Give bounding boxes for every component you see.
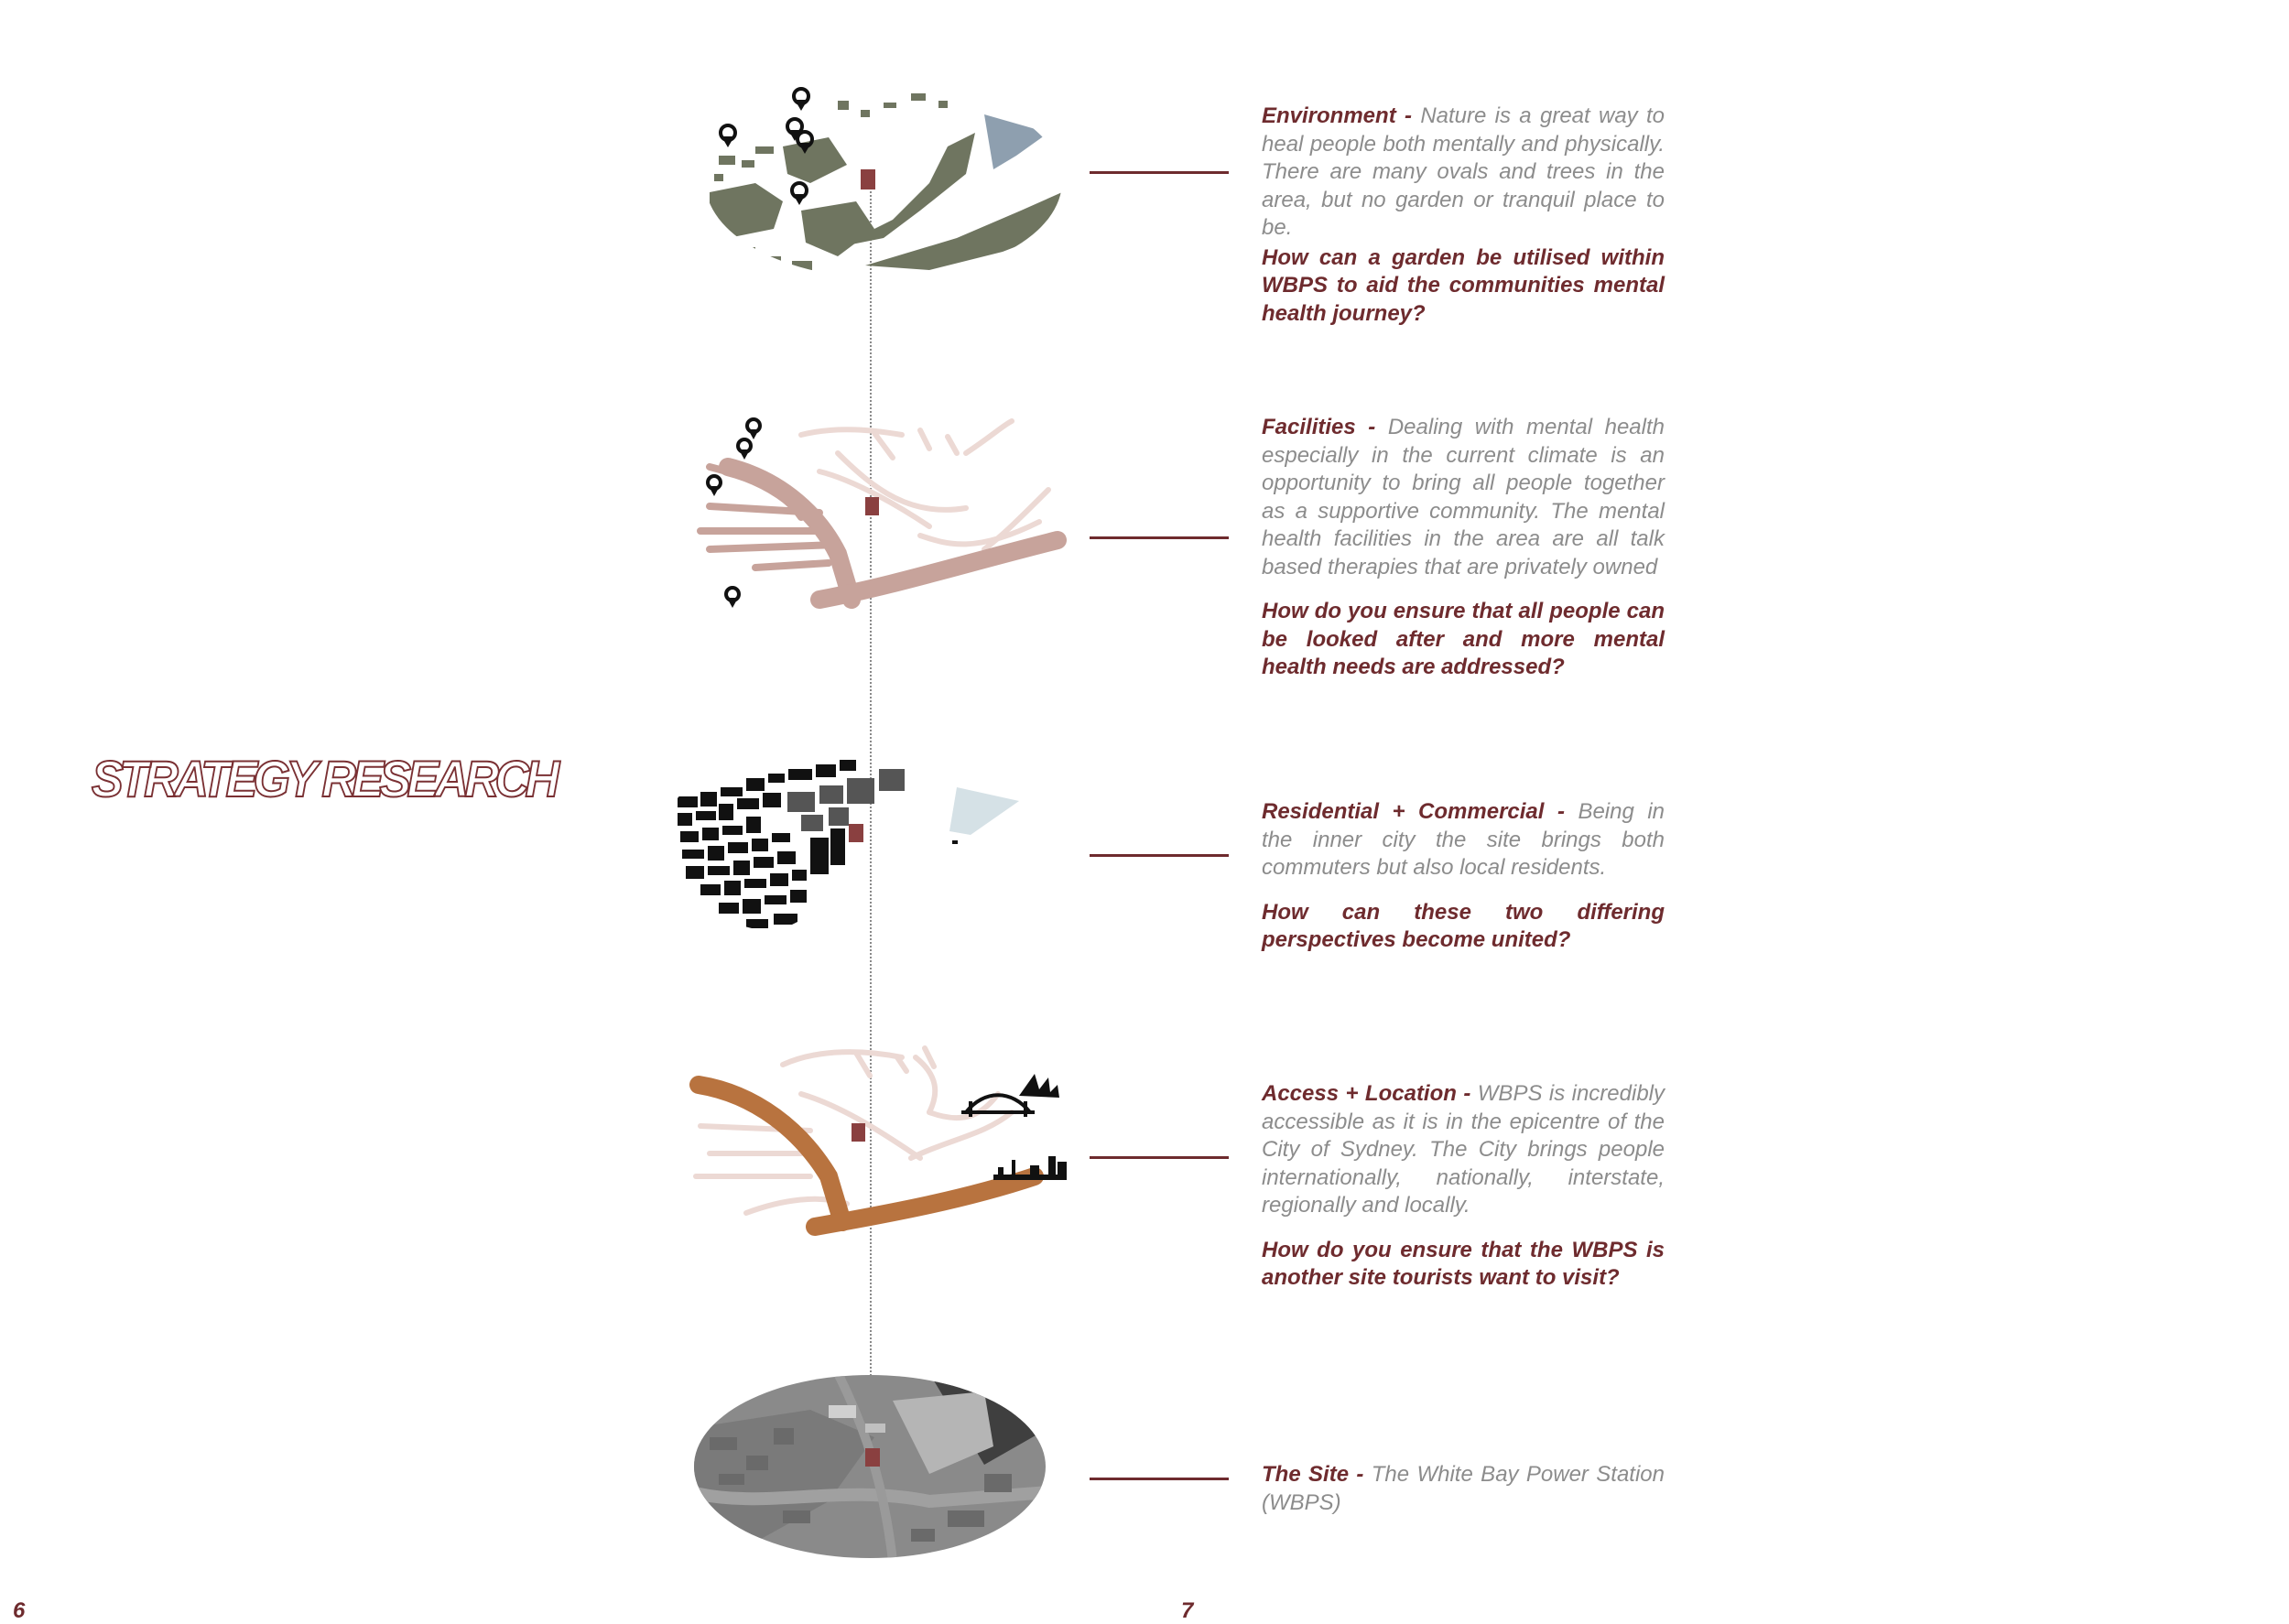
access-location-block: Access + Location - WBPS is incredibly accessible as it is in the epicentre of the City of Sydney. The City brings people internationally, nationally, interstate, regionally and locally. How do you ensure that the WBPS is another site tourists want to visit? <box>1262 1080 1665 1293</box>
green-space <box>865 192 1062 270</box>
section-heading: Facilities <box>1262 415 1356 439</box>
page-number-left: 6 <box>13 1598 26 1623</box>
water <box>984 114 1048 169</box>
section-heading: The Site <box>1262 1462 1350 1487</box>
location-pin-icon <box>787 119 802 141</box>
location-pin-icon <box>747 419 760 439</box>
page-number-right: 7 <box>1181 1598 1194 1623</box>
location-pin-icon <box>726 588 739 608</box>
main-road <box>819 540 1058 600</box>
facilities-map <box>691 417 1067 618</box>
access-location-map <box>691 1039 1076 1240</box>
site-block: The Site - The White Bay Power Station (WBPS) <box>1262 1462 1665 1515</box>
site-marker <box>849 824 863 842</box>
section-heading: Environment <box>1262 103 1396 128</box>
connector-line-access <box>1090 1156 1229 1159</box>
environment-block: Environment - Nature is a great way to heal people both mentally and physically. There are many ovals and trees in the area, but no garden or tranquil place to be. How can a garden be utilised within WBPS to aid the communities mental health journey? <box>1262 103 1665 328</box>
site-marker <box>852 1123 865 1142</box>
section-question: How do you ensure that all people can be looked after and more mental health needs are addressed? <box>1262 599 1665 679</box>
page-title: STRATEGY RESEARCH <box>92 750 556 807</box>
section-heading: Access + Location <box>1262 1081 1457 1106</box>
green-space <box>783 137 847 183</box>
environment-map <box>700 82 1067 284</box>
connector-line-environment <box>1090 171 1229 174</box>
residential-commercial-block: Residential + Commercial - Being in the inner city the site brings both commuters but also local residents. How can these two differing perspectives become united? <box>1262 798 1665 955</box>
connector-line-site <box>1090 1478 1229 1480</box>
location-pin-icon <box>721 125 735 147</box>
site-marker <box>861 169 875 189</box>
section-question: How can these two differing perspectives become united? <box>1262 899 1665 952</box>
green-space <box>710 183 783 238</box>
section-question: How can a garden be utilised within WBPS to aid the communities mental health journey? <box>1262 244 1665 326</box>
water <box>949 787 1019 835</box>
connector-line-residential <box>1090 854 1229 857</box>
site-marker <box>865 497 879 515</box>
site-marker <box>865 1448 880 1467</box>
site-aerial-map <box>691 1373 1048 1561</box>
city-skyline-icon <box>993 1156 1067 1180</box>
section-body: The White Bay Power Station (WBPS) <box>1262 1462 1665 1515</box>
location-pin-icon <box>738 439 751 460</box>
facilities-block: Facilities - Dealing with mental health especially in the current climate is an opportunity to bring all people together as a supportive community. The mental health facilities in the area are all talk based therapies that are privately owned How do you ensure that all people can be looked after and more mental health needs are addressed? <box>1262 414 1665 682</box>
section-body: Nature is a great way to heal people both mentally and physically. There are many ovals and trees in the area, but no garden or tranquil place to be. <box>1262 103 1665 240</box>
section-body: Dealing with mental health especially in the current climate is an opportunity to bring all people together as a supportive community. The mental health facilities in the area are all talk based therapies that are privately owned <box>1262 415 1665 579</box>
location-pin-icon <box>794 89 808 111</box>
connector-line-facilities <box>1090 536 1229 539</box>
section-question: How do you ensure that the WBPS is another site tourists want to visit? <box>1262 1237 1665 1290</box>
opera-house-icon <box>1019 1074 1059 1098</box>
location-pin-icon <box>792 183 807 205</box>
section-body: Being in the inner city the site brings both commuters but also local residents. <box>1262 799 1665 880</box>
section-heading: Residential + Commercial <box>1262 799 1545 824</box>
residential-commercial-map <box>673 751 1030 934</box>
section-body: WBPS is incredibly accessible as it is in the epicentre of the City of Sydney. The City brings people internationally, nationally, interstate, regionally and locally. <box>1262 1081 1665 1218</box>
location-pin-icon <box>708 476 721 496</box>
green-space <box>801 201 874 256</box>
